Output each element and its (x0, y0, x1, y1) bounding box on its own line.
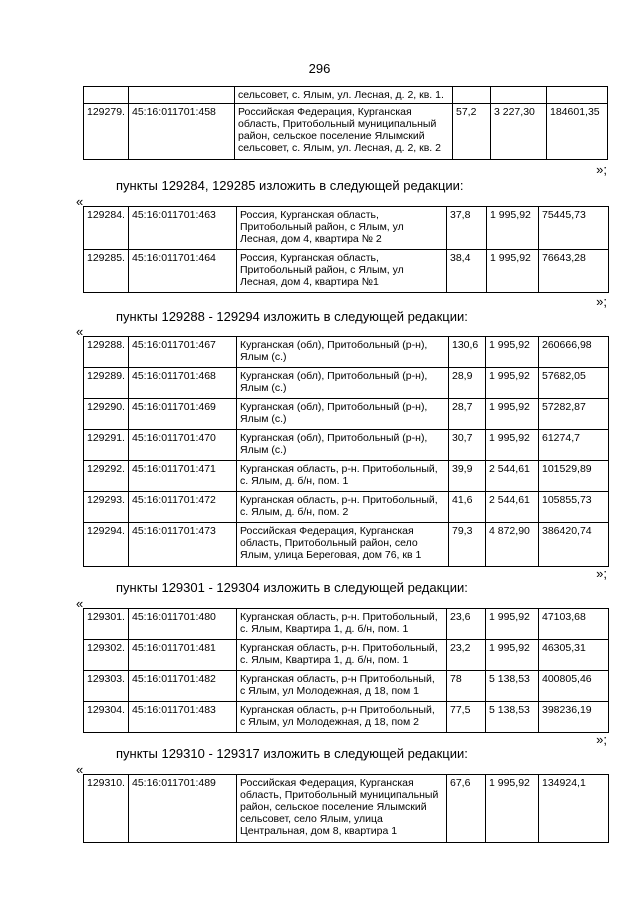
table-row (84, 104, 608, 160)
cell-address: Курганская (обл), Притобольный (р-н), Ялым (с.) (237, 399, 449, 430)
cell-value: 47103,68 (539, 609, 609, 640)
page-number: 296 (308, 61, 331, 76)
table-row (84, 430, 609, 461)
cell-address: Курганская (обл), Притобольный (р-н), Ялым (с.) (237, 368, 449, 399)
cell-area: 23,2 (447, 640, 486, 671)
cell-cadastral: 45:16:011701:468 (129, 368, 237, 399)
cell-value: 184601,35 (547, 104, 608, 160)
cell-cadastral: 45:16:011701:464 (129, 250, 237, 293)
property-table (83, 608, 609, 733)
cell-number: 129290. (84, 399, 129, 430)
property-table (83, 774, 609, 843)
cell-value: 46305,31 (539, 640, 609, 671)
cell-price: 1 995,92 (486, 640, 539, 671)
cell-area: 39,9 (449, 461, 486, 492)
cell-area: 79,3 (449, 523, 486, 567)
cell-cadastral: 45:16:011701:481 (129, 640, 237, 671)
cell-number (84, 87, 129, 104)
cell-address: Курганская область, р-н. Притобольный, с. Ялым, Квартира 1, д. б/н, пом. 1 (237, 609, 447, 640)
opening-quote: « (76, 324, 84, 339)
table-row (84, 523, 609, 567)
cell-address: Курганская область, р-н. Притобольный, с. Ялым, д. б/н, пом. 1 (237, 461, 449, 492)
cell-area: 57,2 (453, 104, 491, 160)
cell-address: Российская Федерация, Курганская область, Притобольный муниципальный район, сельское поселение Ялымский сельсовет, село Ялым, улица Центральная, дом 8, квартира 1 (237, 775, 447, 843)
cell-number: 129310. (84, 775, 129, 843)
cell-number: 129302. (84, 640, 129, 671)
cell-value: 57282,87 (539, 399, 609, 430)
cell-area: 78 (447, 671, 486, 702)
table-section-1 (83, 206, 609, 293)
cell-area: 28,7 (449, 399, 486, 430)
cell-cadastral: 45:16:011701:470 (129, 430, 237, 461)
cell-number: 129289. (84, 368, 129, 399)
table-row (84, 368, 609, 399)
cell-address: Россия, Курганская область, Притобольный район, с Ялым, ул Лесная, дом 4, квартира № 2 (237, 207, 447, 250)
cell-number: 129284. (84, 207, 129, 250)
cell-value: 61274,7 (539, 430, 609, 461)
cell-address: Курганская область, р-н. Притобольный, с. Ялым, д. б/н, пом. 2 (237, 492, 449, 523)
cell-price: 1 995,92 (486, 609, 539, 640)
table-row (84, 461, 609, 492)
cell-price: 1 995,92 (486, 430, 539, 461)
table-continuation (83, 86, 608, 160)
cell-address: Россия, Курганская область, Притобольный район, с Ялым, ул Лесная, дом 4, квартира №1 (237, 250, 447, 293)
section-heading: пункты 129288 - 129294 изложить в следующей редакции: (116, 309, 468, 324)
cell-area: 67,6 (447, 775, 486, 843)
closing-quote: »; (596, 162, 607, 177)
closing-quote: »; (596, 732, 607, 747)
section-heading: пункты 129301 - 129304 изложить в следующей редакции: (116, 580, 468, 595)
table-row (84, 87, 608, 104)
section-heading: пункты 129310 - 129317 изложить в следующей редакции: (116, 746, 468, 761)
table-section-2 (83, 336, 609, 567)
cell-address: Курганская область, р-н Притобольный, с Ялым, ул Молодежная, д 18, пом 1 (237, 671, 447, 702)
cell-price: 1 995,92 (486, 337, 539, 368)
opening-quote: « (76, 762, 84, 777)
cell-value: 386420,74 (539, 523, 609, 567)
cell-number: 129292. (84, 461, 129, 492)
cell-number: 129294. (84, 523, 129, 567)
cell-value: 101529,89 (539, 461, 609, 492)
table-row (84, 492, 609, 523)
property-table (83, 86, 608, 160)
cell-area: 28,9 (449, 368, 486, 399)
cell-cadastral: 45:16:011701:483 (129, 702, 237, 733)
cell-number: 129303. (84, 671, 129, 702)
cell-price: 2 544,61 (486, 461, 539, 492)
opening-quote: « (76, 194, 84, 209)
cell-cadastral (129, 87, 235, 104)
cell-value (547, 87, 608, 104)
cell-price: 3 227,30 (491, 104, 547, 160)
cell-area: 38,4 (447, 250, 487, 293)
cell-price (491, 87, 547, 104)
cell-address: Курганская (обл), Притобольный (р-н), Ялым (с.) (237, 430, 449, 461)
cell-price: 1 995,92 (487, 207, 539, 250)
cell-address: Российская Федерация, Курганская область, Притобольный муниципальный район, сельское поселение Ялымский сельсовет, с. Ялым, ул. Лесная, д. 2, кв. 2 (235, 104, 453, 160)
cell-cadastral: 45:16:011701:472 (129, 492, 237, 523)
table-section-3 (83, 608, 609, 733)
closing-quote: »; (596, 294, 607, 309)
cell-cadastral: 45:16:011701:482 (129, 671, 237, 702)
cell-area: 41,6 (449, 492, 486, 523)
cell-area (453, 87, 491, 104)
cell-address: Российская Федерация, Курганская область, Притобольный район, село Ялым, улица Береговая, дом 76, кв 1 (237, 523, 449, 567)
table-row (84, 775, 609, 843)
table-section-4 (83, 774, 609, 843)
table-row (84, 671, 609, 702)
cell-value: 260666,98 (539, 337, 609, 368)
cell-cadastral: 45:16:011701:469 (129, 399, 237, 430)
table-row (84, 250, 609, 293)
cell-number: 129288. (84, 337, 129, 368)
cell-cadastral: 45:16:011701:467 (129, 337, 237, 368)
cell-value: 75445,73 (539, 207, 609, 250)
cell-address: Курганская область, р-н. Притобольный, с. Ялым, Квартира 1, д. б/н, пом. 1 (237, 640, 447, 671)
cell-price: 1 995,92 (486, 399, 539, 430)
cell-area: 23,6 (447, 609, 486, 640)
cell-area: 37,8 (447, 207, 487, 250)
closing-quote: »; (596, 566, 607, 581)
cell-number: 129279. (84, 104, 129, 160)
cell-price: 1 995,92 (486, 775, 539, 843)
table-row (84, 702, 609, 733)
cell-area: 77,5 (447, 702, 486, 733)
cell-cadastral: 45:16:011701:458 (129, 104, 235, 160)
table-row (84, 399, 609, 430)
cell-price: 4 872,90 (486, 523, 539, 567)
cell-price: 1 995,92 (486, 368, 539, 399)
cell-price: 1 995,92 (487, 250, 539, 293)
cell-area: 30,7 (449, 430, 486, 461)
cell-number: 129293. (84, 492, 129, 523)
cell-value: 105855,73 (539, 492, 609, 523)
cell-number: 129285. (84, 250, 129, 293)
cell-address: Курганская область, р-н Притобольный, с Ялым, ул Молодежная, д 18, пом 2 (237, 702, 447, 733)
table-row (84, 207, 609, 250)
table-row (84, 337, 609, 368)
table-row (84, 609, 609, 640)
cell-number: 129301. (84, 609, 129, 640)
opening-quote: « (76, 596, 84, 611)
cell-value: 398236,19 (539, 702, 609, 733)
cell-cadastral: 45:16:011701:463 (129, 207, 237, 250)
cell-address: Курганская (обл), Притобольный (р-н), Ялым (с.) (237, 337, 449, 368)
cell-price: 5 138,53 (486, 702, 539, 733)
cell-price: 5 138,53 (486, 671, 539, 702)
property-table (83, 206, 609, 293)
property-table (83, 336, 609, 567)
cell-value: 76643,28 (539, 250, 609, 293)
cell-value: 134924,1 (539, 775, 609, 843)
cell-cadastral: 45:16:011701:489 (129, 775, 237, 843)
cell-value: 400805,46 (539, 671, 609, 702)
section-heading: пункты 129284, 129285 изложить в следующей редакции: (116, 178, 464, 193)
cell-price: 2 544,61 (486, 492, 539, 523)
cell-number: 129304. (84, 702, 129, 733)
cell-cadastral: 45:16:011701:473 (129, 523, 237, 567)
cell-cadastral: 45:16:011701:471 (129, 461, 237, 492)
cell-area: 130,6 (449, 337, 486, 368)
cell-address: сельсовет, с. Ялым, ул. Лесная, д. 2, кв. 1. (235, 87, 453, 104)
cell-value: 57682,05 (539, 368, 609, 399)
cell-cadastral: 45:16:011701:480 (129, 609, 237, 640)
cell-number: 129291. (84, 430, 129, 461)
table-row (84, 640, 609, 671)
